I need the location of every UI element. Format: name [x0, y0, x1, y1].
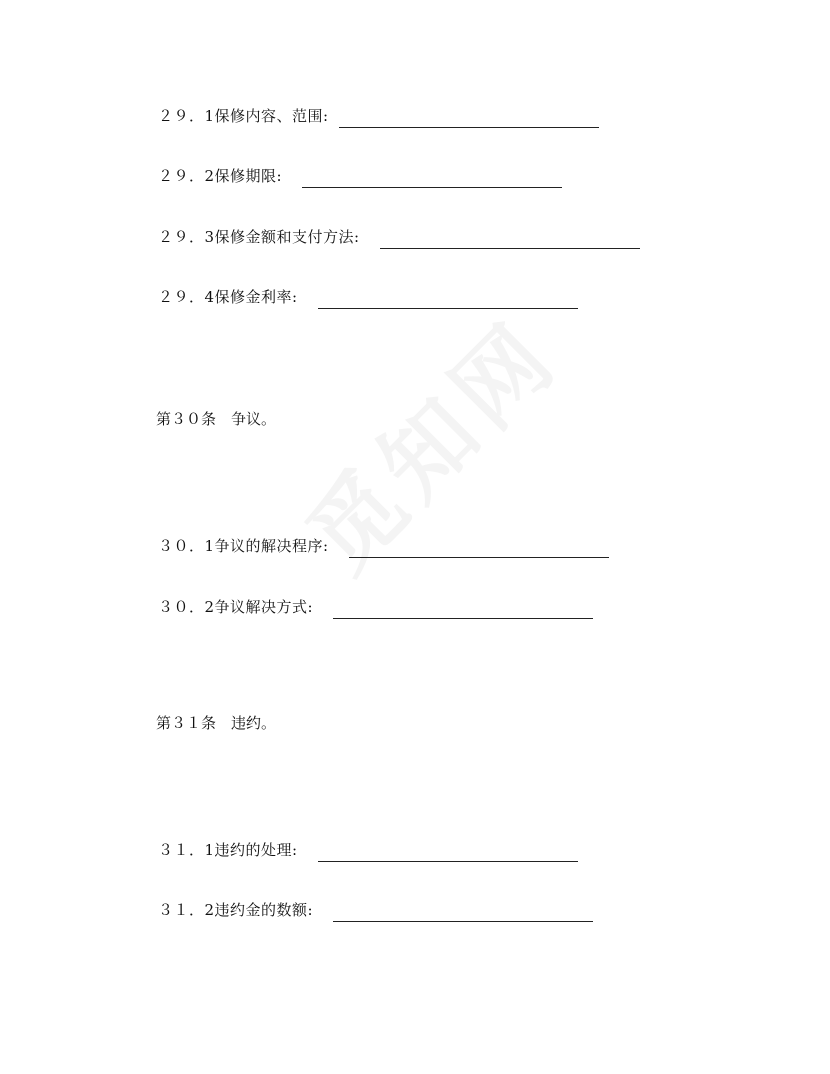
fill-in-blank[interactable]	[349, 539, 609, 558]
clause-label: ３０．1争议的解决程序:	[158, 537, 329, 555]
clause-30-1	[158, 534, 609, 558]
fill-in-blank[interactable]	[318, 290, 578, 309]
clause-label: ２９．3保修金额和支付方法:	[158, 228, 360, 246]
clause-31-2	[158, 898, 593, 922]
clause-29-1	[158, 104, 599, 128]
fill-in-blank[interactable]	[339, 109, 599, 128]
clause-label: ３０．2争议解决方式:	[158, 598, 314, 616]
clause-29-2	[158, 164, 562, 188]
clause-30-2	[158, 595, 593, 619]
article-31-heading: 第３１条 违约。	[156, 714, 277, 732]
clause-29-4	[158, 285, 578, 309]
clause-label: ２９．2保修期限:	[158, 167, 283, 185]
fill-in-blank[interactable]	[333, 903, 593, 922]
article-30-heading: 第３０条 争议。	[156, 410, 277, 428]
clause-31-1	[158, 838, 578, 862]
fill-in-blank[interactable]	[380, 230, 640, 249]
fill-in-blank[interactable]	[318, 843, 578, 862]
clause-label: ２９．1保修内容、范围:	[158, 107, 329, 125]
clause-label: ３１．1违约的处理:	[158, 841, 298, 859]
fill-in-blank[interactable]	[333, 600, 593, 619]
fill-in-blank[interactable]	[302, 169, 562, 188]
clause-label: ３１．2违约金的数额:	[158, 901, 314, 919]
clause-label: ２９．4保修金利率:	[158, 288, 298, 306]
clause-29-3	[158, 225, 640, 249]
